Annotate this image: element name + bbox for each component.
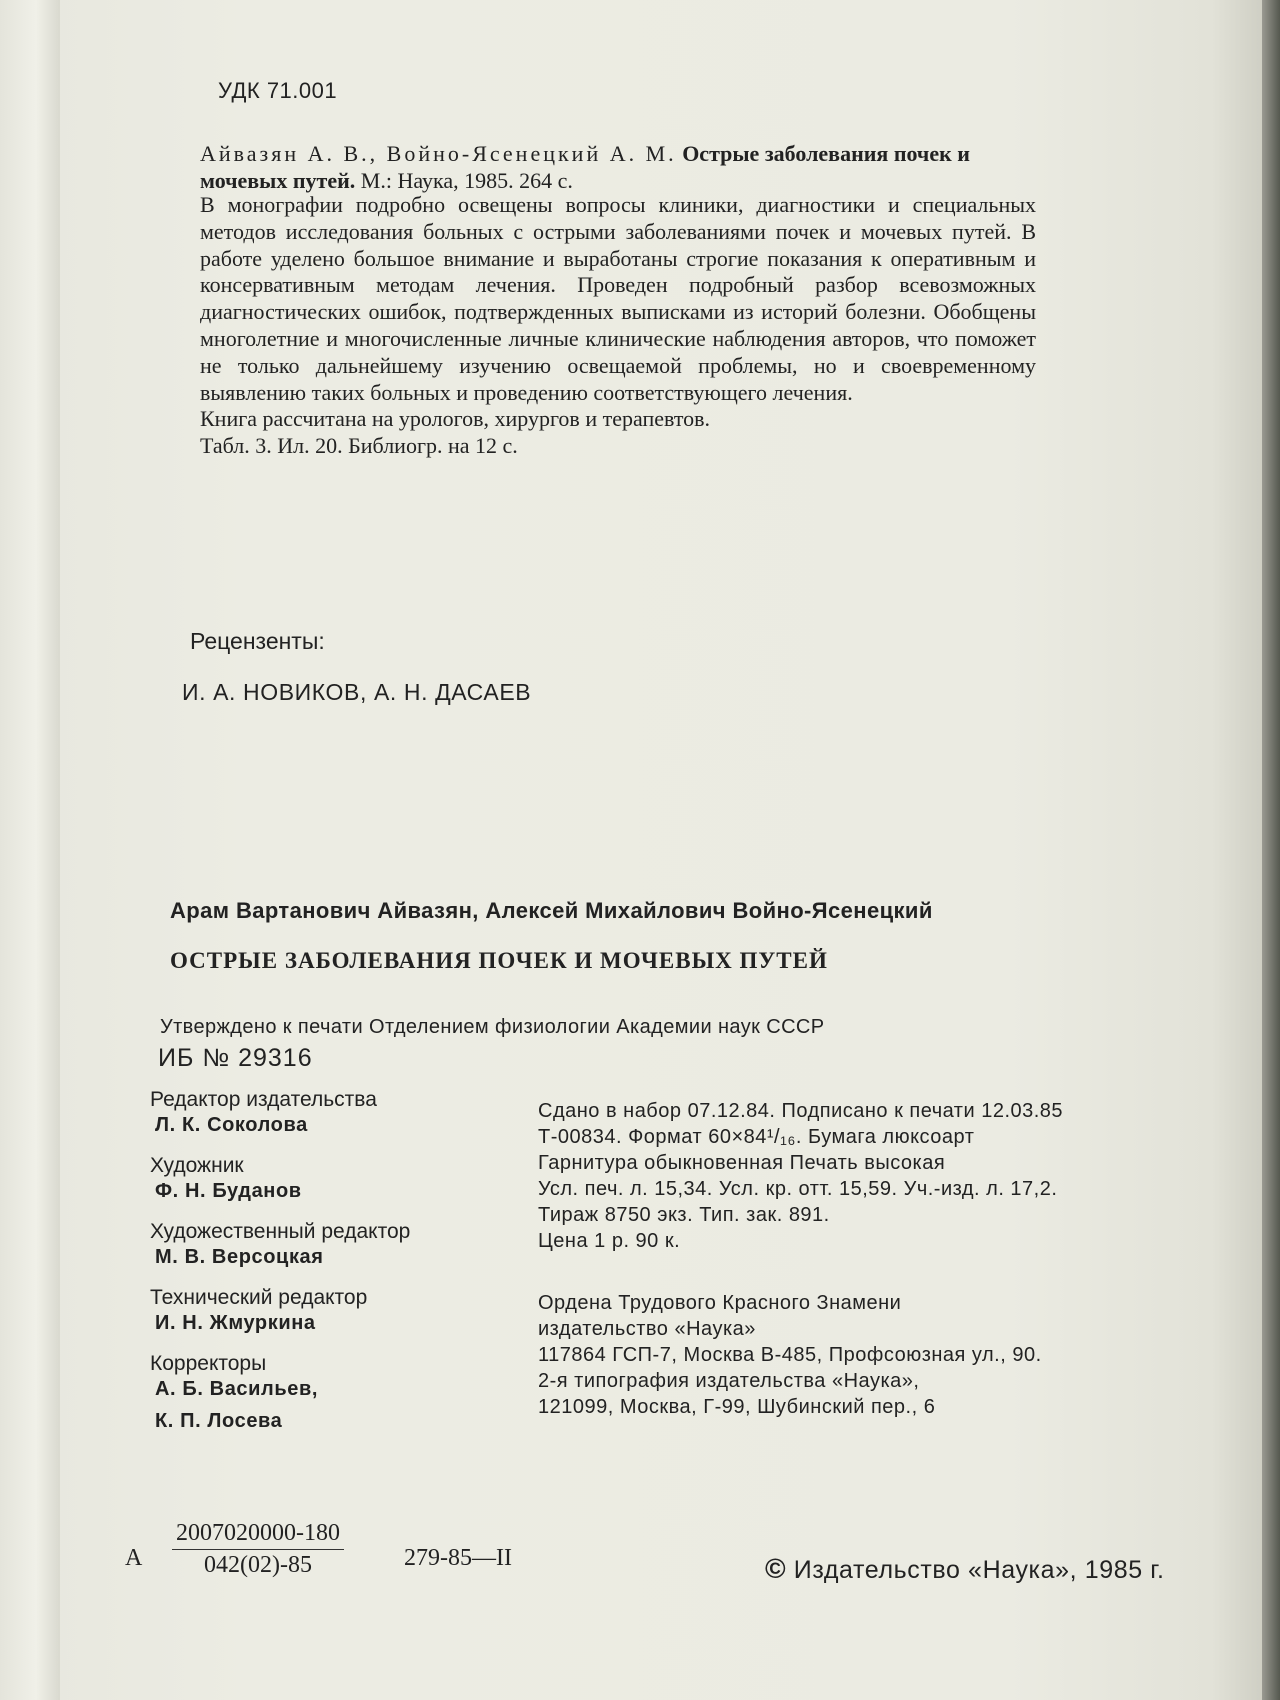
udk-code: УДК 71.001	[218, 78, 338, 103]
spec-line: Т-00834. Формат 60×84¹/₁₆. Бумага люксоарт	[538, 1126, 975, 1148]
spec-line: Усл. печ. л. 15,34. Усл. кр. отт. 15,59. Уч.-изд. л. 17,2.	[538, 1178, 1058, 1200]
spec-gap	[538, 1254, 1063, 1290]
spec-line: Тираж 8750 экз. Тип. зак. 891.	[538, 1204, 830, 1226]
publisher-line: 2-я типография издательства «Наука»,	[538, 1370, 920, 1392]
biblio-title: Острые заболевания почек и мочевых путей.	[200, 141, 970, 193]
credit-name: К. П. Лосева	[155, 1410, 283, 1432]
reviewers-names: И. А. НОВИКОВ, А. Н. ДАСАЕВ	[182, 679, 532, 705]
spec-line: Цена 1 р. 90 к.	[538, 1230, 681, 1252]
publisher-line: 117864 ГСП-7, Москва В-485, Профсоюзная ул., 90.	[538, 1344, 1042, 1366]
credit-role: Технический редактор	[150, 1286, 368, 1309]
biblio-authors: Айвазян А. В., Войно-Ясенецкий А. М.	[200, 141, 677, 166]
spec-line: Сдано в набор 07.12.84. Подписано к печати 12.03.85	[538, 1100, 1064, 1122]
copyright-icon: ©	[765, 1553, 787, 1584]
catalog-code: 279-85—II	[404, 1545, 512, 1571]
credit-name: М. В. Версоцкая	[155, 1246, 324, 1268]
credits-list	[150, 1088, 410, 1450]
publisher-line: издательство «Наука»	[538, 1318, 756, 1340]
catalog-fraction	[172, 1520, 344, 1579]
credit-name: А. Б. Васильев,	[155, 1378, 319, 1400]
catalog-numerator: 2007020000-180	[172, 1520, 344, 1550]
ib-number: ИБ № 29316	[158, 1044, 313, 1072]
print-specs	[538, 1098, 1063, 1420]
reviewers-label: Рецензенты:	[190, 628, 325, 654]
credit-role: Художник	[150, 1154, 244, 1177]
catalog-denominator: 042(02)-85	[204, 1552, 312, 1578]
credit-role: Редактор издательства	[150, 1088, 377, 1111]
bibliographic-entry	[200, 140, 1040, 194]
page-gutter	[0, 0, 60, 1700]
abstract-audience: Книга рассчитана на урологов, хирургов и терапевтов.	[200, 406, 711, 432]
credit-name: Ф. Н. Буданов	[155, 1180, 302, 1202]
catalog-letter: А	[125, 1545, 143, 1571]
credit-role: Художественный редактор	[150, 1220, 411, 1243]
colophon-title: ОСТРЫЕ ЗАБОЛЕВАНИЯ ПОЧЕК И МОЧЕВЫХ ПУТЕЙ	[170, 948, 828, 973]
colophon-authors: Арам Вартанович Айвазян, Алексей Михайлович Войно-Ясенецкий	[170, 898, 933, 923]
spec-line: Гарнитура обыкновенная Печать высокая	[538, 1152, 946, 1174]
approval-note: Утверждено к печати Отделением физиологии Академии наук СССР	[160, 1016, 825, 1038]
credit-name: И. Н. Жмуркина	[155, 1312, 316, 1334]
credit-role: Корректоры	[150, 1352, 267, 1375]
publisher-line: Ордена Трудового Красного Знамени	[538, 1292, 902, 1314]
copyright-line	[765, 1553, 1165, 1585]
book-edge	[1262, 0, 1280, 1700]
abstract-stats: Табл. 3. Ил. 20. Библиогр. на 12 с.	[200, 433, 518, 459]
abstract-paragraph: В монографии подробно освещены вопросы клиники, диагностики и специальных методов исследования больных с острыми заболеваниями почек и мочевых путей. В работе уделено большое внимание и выработаны строгие показания к оперативным и консервативным методам лечения. Проведен подробный разбор всевозможных диагностических ошибок, подтвержденных выписками из историй болезни. Обобщены многолетние и многочисленные личные клинические наблюдения авторов, что поможет не только дальнейшему изучению освещаемой проблемы, но и своевременному выявлению таких больных и проведению соответствующего лечения.	[200, 192, 1036, 405]
copyright-text: Издательство «Наука», 1985 г.	[793, 1556, 1165, 1584]
credit-name: Л. К. Соколова	[155, 1114, 308, 1136]
abstract	[200, 192, 1036, 460]
biblio-publisher: М.: Наука, 1985. 264 с.	[360, 168, 573, 193]
publisher-line: 121099, Москва, Г-99, Шубинский пер., 6	[538, 1396, 936, 1418]
